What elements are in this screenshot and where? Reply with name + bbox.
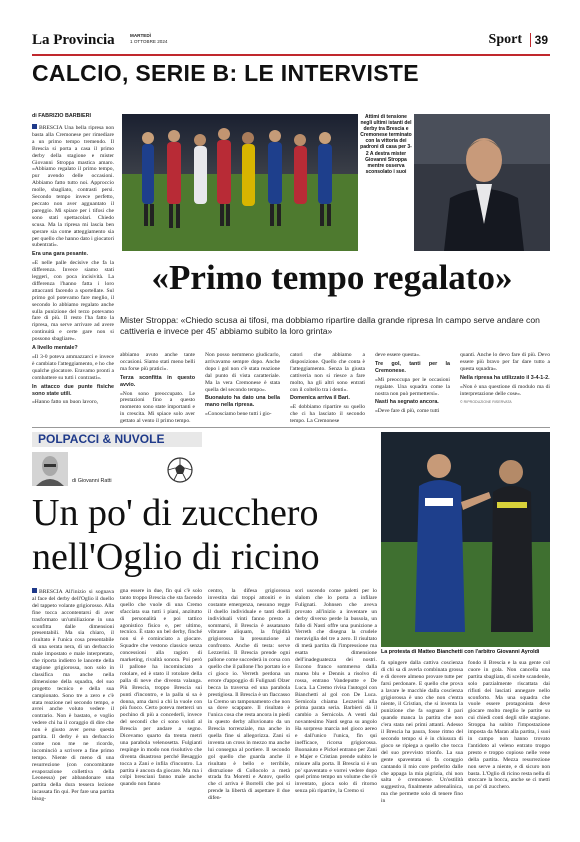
photo-caption-top: Attimi di tensione negli ultimi istanti del derby tra Brescia e Cremonese terminato con la vittoria dei padroni di casa per 3-2 A destra mister Giovanni Stroppa mentre osserva sconsolato i suoi — [360, 114, 412, 175]
paragraph: Non posso nemmeno giudicarlo, arrivavamo sempre dopo. Anche dopo i gol non c'è stata reazione dal punto di vista caratteriale. Ma la vera Cremonese è stata quella del secondo tempo». — [205, 352, 280, 393]
top-column-5 — [375, 352, 450, 417]
paragraph: «Conosciamo bene tutti i gio- — [205, 411, 272, 418]
paragraph: «Mi preoccupa per le occasioni regalate. Una squadra come la nostra non può permettersi». — [375, 376, 450, 397]
paper-logo: La Provincia — [32, 32, 115, 48]
paragraph: «Non è una questione di modulo ma di interpretazione delle cose». — [460, 383, 550, 397]
bottom-column-5 — [381, 660, 463, 807]
coach-illustration — [414, 114, 550, 251]
paragraph: BRESCIA Una bella ripresa non basta alla Cremonese per rimediare a un primo tempo tremendo. Il Brescia si porta a casa il primo derby della stagione e mister Giovanni Stroppa mastica amaro. «Abbiamo regalato il primo tempo, pur avendo delle occasioni. Abbiamo fatto tutto noi. Approccio molle, sbagliato, contrasti persi. Secondo tempo invece perfetto, peccato non aver agguantato il pareggio. Mi spiace per i tifosi che sono stati spettacolari. Chiedo scusa. Ma la ripresa mi lascia ben sperare sia come atteggiamento sia per quello che hanno dato i giocatori subentrati». — [32, 125, 115, 249]
paragraph: «Deve fare di più, come tutti — [375, 408, 440, 415]
paragraph: quanti. Anche lo devo fare di più. Devo essere più bravo per far dare tutto a questa squadra». — [460, 352, 550, 372]
question: Domenica arriva il Bari. — [290, 395, 350, 402]
top-kicker: CALCIO, SERIE B: LE INTERVISTE — [32, 60, 419, 86]
top-byline: di FABRIZIO BARBIERI — [32, 113, 91, 119]
header-rule — [32, 54, 550, 56]
top-column-3 — [205, 352, 280, 420]
question: Nasti ha segnato ancora. — [375, 399, 439, 406]
match-photo — [122, 114, 358, 251]
issue-date: 1 OTTOBRE 2024 — [130, 39, 168, 44]
top-column-6 — [460, 352, 550, 408]
protest-photo — [381, 432, 550, 647]
question: Tre gol, tanti per la Cremonese. — [375, 360, 450, 374]
bottom-column-2 — [120, 588, 202, 790]
paragraph: abbiamo avuto anche tante occasioni. Siamo stati meno belli ma forse più pratici». — [120, 352, 195, 372]
paragraph: gna essere in due, fin qui c'è solo tanto troppo Brescia che sta facendo quello che vuole di una Cremo sfacciata sua tutti i piani, anzitutto di personalità e poi tattico agonistico fisico e, per ultimo, tecnico. È stato un bel derby, finché non si è cominciato a giocare. Squadre che vestono classico senza concessioni alla ragion di marketing, rivalità sonora. Poi però il pallone ha incominciato a rotolare, ed è stato il rotolare della palla di neve che diventa valanga. Più Brescia, troppo Brescia sui punti d'incontro, e la palla si sa è donna, ama darsi a chi la vuole con più fuoco. Certo poteva metterci un pochino di più a concederli, invece del secondi che ci sono voluti al Brescia per andare a segno. Dicevamo quarto da trenta metri una parabola velenosetta. Fulgianti respinge in modo non risolutivo che diventa disastroso perché Besaggio tocca a Zani e infila d'incontro. La partita è ancora da giocare. Ma ma i colpi bresciani fanno male anche quando non fanno — [120, 588, 202, 788]
ball-icon — [160, 455, 200, 485]
author-portrait — [32, 452, 68, 486]
question: Buonaiuto ha dato una bella mano nella ripresa. — [205, 395, 280, 409]
question: Terza sconfitta in questo avvio. — [120, 374, 195, 388]
bullet-square — [32, 588, 37, 593]
bottom-column-6 — [468, 660, 550, 793]
section-name: Sport — [488, 32, 522, 47]
masthead — [32, 30, 550, 52]
top-subhead: Mister Stroppa: «Chiedo scusa ai tifosi, ma dobbiamo ripartire dalla grande ripresa In campo serve andare con cattiveria e invece per 45' abbiamo subito la loro grinta» — [120, 315, 540, 336]
author-portrait-illustration — [32, 452, 68, 486]
question: Era una gara pesante. — [32, 251, 89, 258]
bottom-kicker: POLPACCI & NUVOLE — [32, 432, 202, 447]
paragraph: centro, la difesa grigiorossa investita dai troppi attoniti e in costante emergenza, nessuno regge il duello individuale e tanti duelli individuali vinti fanno presto a sommarsi, il Brescia è assatanato vibrante aliquam, la frigidità grigiorossa la presunzione al confronto. Anche di testa: serve Lezzerini. Il Brescia prende ogni pallone come succederà in corsa con quello che il pallone l'ho portato io e ci gioco io. Verreth perdona un errore d'appoggio di Fulignati Olzer becca la traversa ed una parabola prestigiosa. Il Brescia è un flaccasso la Cremo un tamponamento che non sa dove scappare. Il risultato è l'unica cosa che resta ancora in piedi in questo derby alluvionato da un Brescia torrenziale, ma anche in quella fine si allegorizza. Zani si inventa un cross in mezzo ma anche lui consegna al portiere. Il secondo gol quello che guarda anche il risultato è bello e terribile, distruzione di Collocolo a metà strada fra Moretti e Antov, quello che ci arriva è Borrelli che poi si prende la libertà di aspettare il due difen- — [208, 588, 290, 802]
paragraph: deve essere questa». — [375, 352, 421, 358]
paragraph: BRESCIA All'inizio si sognava al face del derby dell'Oglio il duello del tappeto volante grigiorosso. Alla fine tocca accontentarsi di aver trasformato un'umiliazione in una sconfitta dalle dimensioni presentabili. Ma sia chiaro, il risultato è l'unica cosa presentabile di una serata nera, di un derbaccio male impostato e male interpretato, che riporta indietro le lancette della stagione grigiorossa, non solo in classifica ma anche nella dimensione della squadra, del suo progetto tecnico e della sua campionato. Sono tre a zero e c'è stata reazione nel secondo tempo, e avrei anche voluto vedere il contrario. Non è bastato, e voglio vedere chi ha il coraggio di dire che non è giusto aver perso questa partita. Il derby è un derbaccio come non me ne ricordo, incominciò a scrivere a fine primo tempo. Niente di meno di una resurrezione (con concomitante evaporazione collettiva della Leonessa) per abbandonare una partita della dura tessera lezione incassata fin qui. Per fare una partita bisog- — [32, 589, 114, 803]
bullet-square — [32, 124, 37, 129]
page-number: 39 — [530, 33, 548, 47]
coach-photo — [414, 114, 550, 251]
paragraph: «Il 3-0 poteva ammazzarci e invece è cambiato l'atteggiamento, e ho che qualche giocatore. Eravamo pronti a combattere su tutti i contrasti». — [32, 354, 114, 381]
copyright-credit: © RIPRODUZIONE RISERVATA — [460, 400, 512, 405]
paragraph: fa spingere dalla cattiva coscienza di chi sa di averla combinata grossa e di dovere almeno provare tutte per farsi perdonare. E quello che prova a lavare le macchie dalla coscienza grigiorossa è uno che non c'entra niente, il Cristian, che si inventa la punizione che fa sognare il pari quando manca la partita che non c'era stata nei primi attanti. Adesso il Brescia ha paura, fosse ritmo del secondo tempo si è in chiusura di gioco se ripiega a quello che tocca del suo prevvisto trionfo. La sua gente spaventata si fa coraggio cantando il mio core preferito dalle che appaga la mia pigrizia, chi non salta è cremonese. Un'ostilità suggestiva, finalmente adrenalinica, ma che permette solo di tenere fino in — [381, 660, 463, 805]
section-divider — [32, 427, 550, 428]
bottom-column-1 — [32, 588, 114, 805]
match-photo-illustration — [122, 114, 358, 251]
bottom-column-3 — [208, 588, 290, 804]
top-column-2 — [120, 352, 195, 427]
paragraph: «Hanno fatto un buon lavoro, — [32, 399, 99, 406]
question: A livello mentale? — [32, 345, 78, 352]
paragraph: fondo il Brescia e la sua gente col cuore in gola. Non cancella una partita sbagliata, di scelte scandenle, solo parzialmente riscattata dai rifiuti dei lasciati annegare nello sconforto. Ma una squadra che vuole essere protagonista deve giocare molto meglio le partite su cui chiedi conti degli stile stagione. Stroppa ha subito l'impostazione imposta da Maran alla partita, i suoi in campo non hanno trovato l'antidoto al veleno entrato troppo presto e troppo copioso nelle vene della partita. Mezza resurrezione non serve a niente, e di sicuro non basta. L'Oglio di ricino resta nella di stoccare la bocca, anche se ci metti un po' di zucchero. — [468, 660, 550, 791]
top-headline: «Primo tempo regalato» — [151, 258, 513, 297]
question: In attacco due punte fisiche sono state utili. — [32, 383, 114, 397]
bottom-byline: di Giovanni Ratti — [72, 478, 112, 484]
bottom-column-4 — [295, 588, 377, 797]
question: Nella ripresa ha utilizzato il 3-4-1-2. — [460, 374, 550, 381]
photo-caption-bottom: La protesta di Matteo Bianchetti con l'arbitro Giovanni Ayroldi — [381, 649, 540, 655]
top-column-1 — [32, 124, 114, 408]
protest-photo-illustration — [381, 432, 550, 647]
paragraph: catori che abbiamo a disposizione. Quello che conta è l'atteggiamento. Senza la giusta cattiveria non si riesce a fare molto, ha gli altri sono entrati con il coltello tra i denti». — [290, 352, 365, 393]
paragraph: «E dobbiamo ripartire su quello che ci ha lasciato il secondo tempo. La Cremonese — [290, 404, 365, 425]
paragraph: «E nelle palle decisive che fa la differenza. Invece siamo stati leggeri, con poca incisività. La differenza l'hanno fatta i loro attaccanti facendo a sportellate. Sul primo gol potevamo fare meglio, il secondo lo abbiamo regalato anche sulla punizione del terzo potevamo fare di più. Il resto l'ha fatto la ripresa, ma serve arrivare ad avere continuità e certe gare non si possono sbagliare». — [32, 260, 114, 343]
bottom-headline-line-2: nell'Oglio di ricino — [32, 536, 320, 578]
paragraph: «Non sono preoccupato. Le prestazioni fino a questo momento sono state importanti e in crescita. Mi spiace solo aver gettato al vento il primo tempo. — [120, 390, 195, 425]
cartoon-illustration — [160, 455, 200, 485]
bottom-headline-line-1: Un po' di zucchero — [32, 492, 319, 534]
top-column-4 — [290, 352, 365, 427]
issue-day: MARTEDÌ — [130, 33, 151, 38]
paragraph: sori uscendo come paletti per lo slalom che lo porta a infilare Fulignati. Johnsen che aveva provato all'inizio a inventare un derby diverso perde la bussola, un fallo di Nasti offre una punizione a Verreth che disegna la crudele meraviglia del tre a zero. Il risultato di metà partita dà l'impressione ma esatta dimensione dell'inadeguatezza dei nostri. Escono franco sommerso dalla marea blu e Dennis a risolvo di rossa, entrano Vandeputte e De Luca. La Cremo rivisa l'autogol con Bianchetti al gol con De Luca. Sernicola chiama Lezzerini alla prima parata seria. Barbieri dà il cambio a Sernicola. A venti dal novantesimo Nasti segna su angolo Ha sorpreso marcia nel gioco aereo e dall'unico l'unica, fin qui inefficace, ricorsa grigiorossa. Buonaiuto e Pickel entrano per Zani e Majer e Cristian prende subito le misure alla porta. Il Brescia si è un po' spaventato e vorrei vedere dopo quel primo tempo un volume che s'è inventato, gioca solo di ritorno senza più ripartire, la Cremo si — [295, 588, 377, 795]
